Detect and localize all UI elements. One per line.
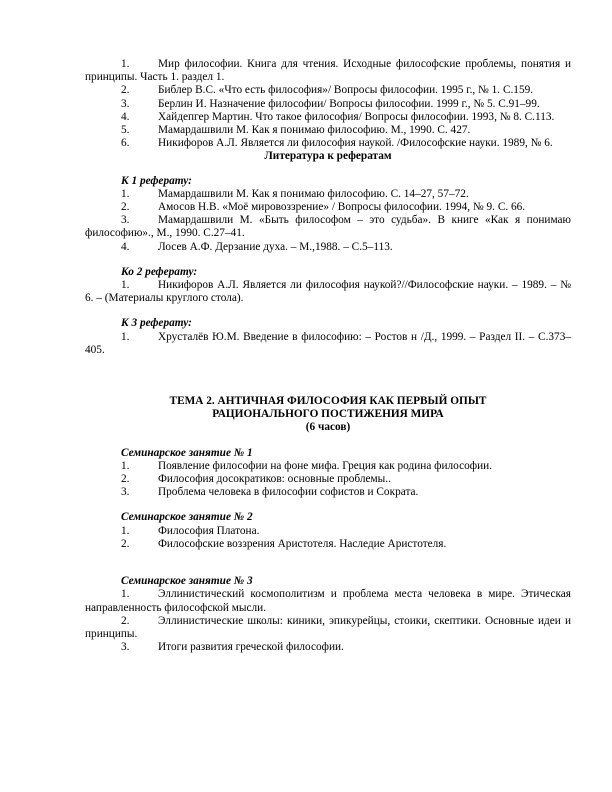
section-heading: Семинарское занятие № 3 <box>121 575 253 588</box>
item-text: Мир философии. Книга для чтения. Исходные философские проблемы, понятия и принципы. Часть 1. раздел 1. <box>85 58 571 84</box>
item-text: Мамардашвили М. «Быть философом – это судьба». В книге «Как я понимаю философию»., М., 1990. С.27–41. <box>85 214 571 240</box>
list-item <box>85 538 571 551</box>
section-heading: Семинарское занятие № 2 <box>121 511 253 524</box>
item-number: 3. <box>121 214 130 227</box>
item-text: Появление философии на фоне мифа. Греция как родина философии. <box>158 459 493 472</box>
item-text: Философия досократиков: основные проблемы.. <box>158 473 391 486</box>
section-heading: Семинарское занятие № 1 <box>121 446 253 459</box>
item-text: Берлин И. Назначение философии/ Вопросы философии. 1999 г., № 5. С.91–99. <box>158 97 540 110</box>
item-number: 3. <box>121 486 130 499</box>
list-item <box>85 98 571 111</box>
list-item <box>85 473 571 486</box>
item-text: Проблема человека в философии софистов и Сократа. <box>158 486 419 499</box>
seminar-2 <box>85 511 571 551</box>
item-number: 1. <box>121 588 130 601</box>
section-heading: Ко 2 реферату: <box>121 265 198 278</box>
item-number: 2. <box>121 201 130 214</box>
section-heading: К 1 реферату: <box>121 174 192 187</box>
theme-title-line-1: ТЕМА 2. АНТИЧНАЯ ФИЛОСОФИЯ КАК ПЕРВЫЙ ОПЫТ <box>169 395 487 408</box>
list-item <box>85 279 571 305</box>
list-item <box>85 615 571 641</box>
list-item <box>85 214 571 240</box>
list-item <box>85 188 571 201</box>
list-item <box>85 84 571 97</box>
item-number: 6. <box>121 137 130 150</box>
list-item <box>85 331 571 357</box>
list-item <box>85 241 571 254</box>
reference-section-2 <box>85 266 571 306</box>
theme-heading <box>85 395 571 435</box>
item-number: 1. <box>121 187 130 200</box>
list-item <box>85 201 571 214</box>
item-number: 1. <box>121 279 130 292</box>
item-text: Хайдепгер Мартин. Что такое философия/ Вопросы философии. 1993, № 8. С.113. <box>158 110 555 123</box>
list-item <box>85 641 571 654</box>
item-text: Лосев А.Ф. Дерзание духа. – М.,1988. – С.5–113. <box>158 240 393 253</box>
item-number: 2. <box>121 537 130 550</box>
reference-section-1 <box>85 175 571 254</box>
item-text: Философия Платона. <box>158 524 260 537</box>
item-text: Итоги развития греческой философии. <box>158 641 344 654</box>
item-text: Библер В.С. «Что есть философия»/ Вопросы философии. 1995 г., № 1. С.159. <box>158 84 534 97</box>
item-number: 1. <box>121 459 130 472</box>
list-item <box>85 111 571 124</box>
theme-hours: (6 часов) <box>305 421 351 434</box>
list-item <box>85 486 571 499</box>
item-number: 2. <box>121 473 130 486</box>
item-text: Эллинистические школы: киники, эпикурейцы, стоики, скептики. Основные идеи и принципы. <box>85 614 571 640</box>
item-number: 1. <box>121 524 130 537</box>
reference-section-3 <box>85 317 571 357</box>
item-number: 2. <box>121 614 130 627</box>
seminar-3 <box>85 575 571 654</box>
item-number: 1. <box>121 58 130 70</box>
top-reading-list <box>85 58 571 150</box>
item-number: 1. <box>121 330 130 343</box>
section-heading: К 3 реферату: <box>121 317 192 330</box>
item-number: 4. <box>121 240 130 253</box>
item-text: Хрусталёв Ю.М. Введение в философию: – Ростов н /Д., 1999. – Раздел II. – С.373–405. <box>85 330 571 356</box>
item-number: 3. <box>121 97 130 110</box>
item-text: Никифоров А.Л. Является ли философия наукой?//Философские науки. – 1989. – № 6. – (Материалы круглого стола). <box>85 279 571 305</box>
seminar-1 <box>85 447 571 500</box>
item-text: Мамардашвили М. Как я понимаю философию. М., 1990. С. 427. <box>158 124 471 137</box>
item-text: Эллинистический космополитизм и проблема места человека в мире. Этическая направленность философской мысли. <box>85 588 571 614</box>
item-text: Мамардашвили М. Как я понимаю философию. С. 14–27, 57–72. <box>158 187 469 200</box>
list-item <box>85 124 571 137</box>
item-number: 5. <box>121 124 130 137</box>
list-item <box>85 137 571 150</box>
item-text: Философские воззрения Аристотеля. Наследие Аристотеля. <box>158 537 447 550</box>
list-item <box>85 588 571 614</box>
theme-title-line-2: РАЦИОНАЛЬНОГО ПОСТИЖЕНИЯ МИРА <box>212 408 444 421</box>
item-text: Никифоров А.Л. Является ли философия наукой. /Философские науки. 1989, № 6. <box>158 137 553 150</box>
list-item <box>85 460 571 473</box>
list-item <box>85 58 571 84</box>
item-text: Амосов Н.В. «Моё мировоззрение» / Вопросы философии. 1994, № 9. С. 66. <box>158 201 526 214</box>
item-number: 4. <box>121 110 130 123</box>
list-item <box>85 525 571 538</box>
document-page <box>85 58 571 654</box>
literature-heading: Литература к рефератам <box>264 150 392 163</box>
item-number: 2. <box>121 84 130 97</box>
item-number: 3. <box>121 641 130 654</box>
